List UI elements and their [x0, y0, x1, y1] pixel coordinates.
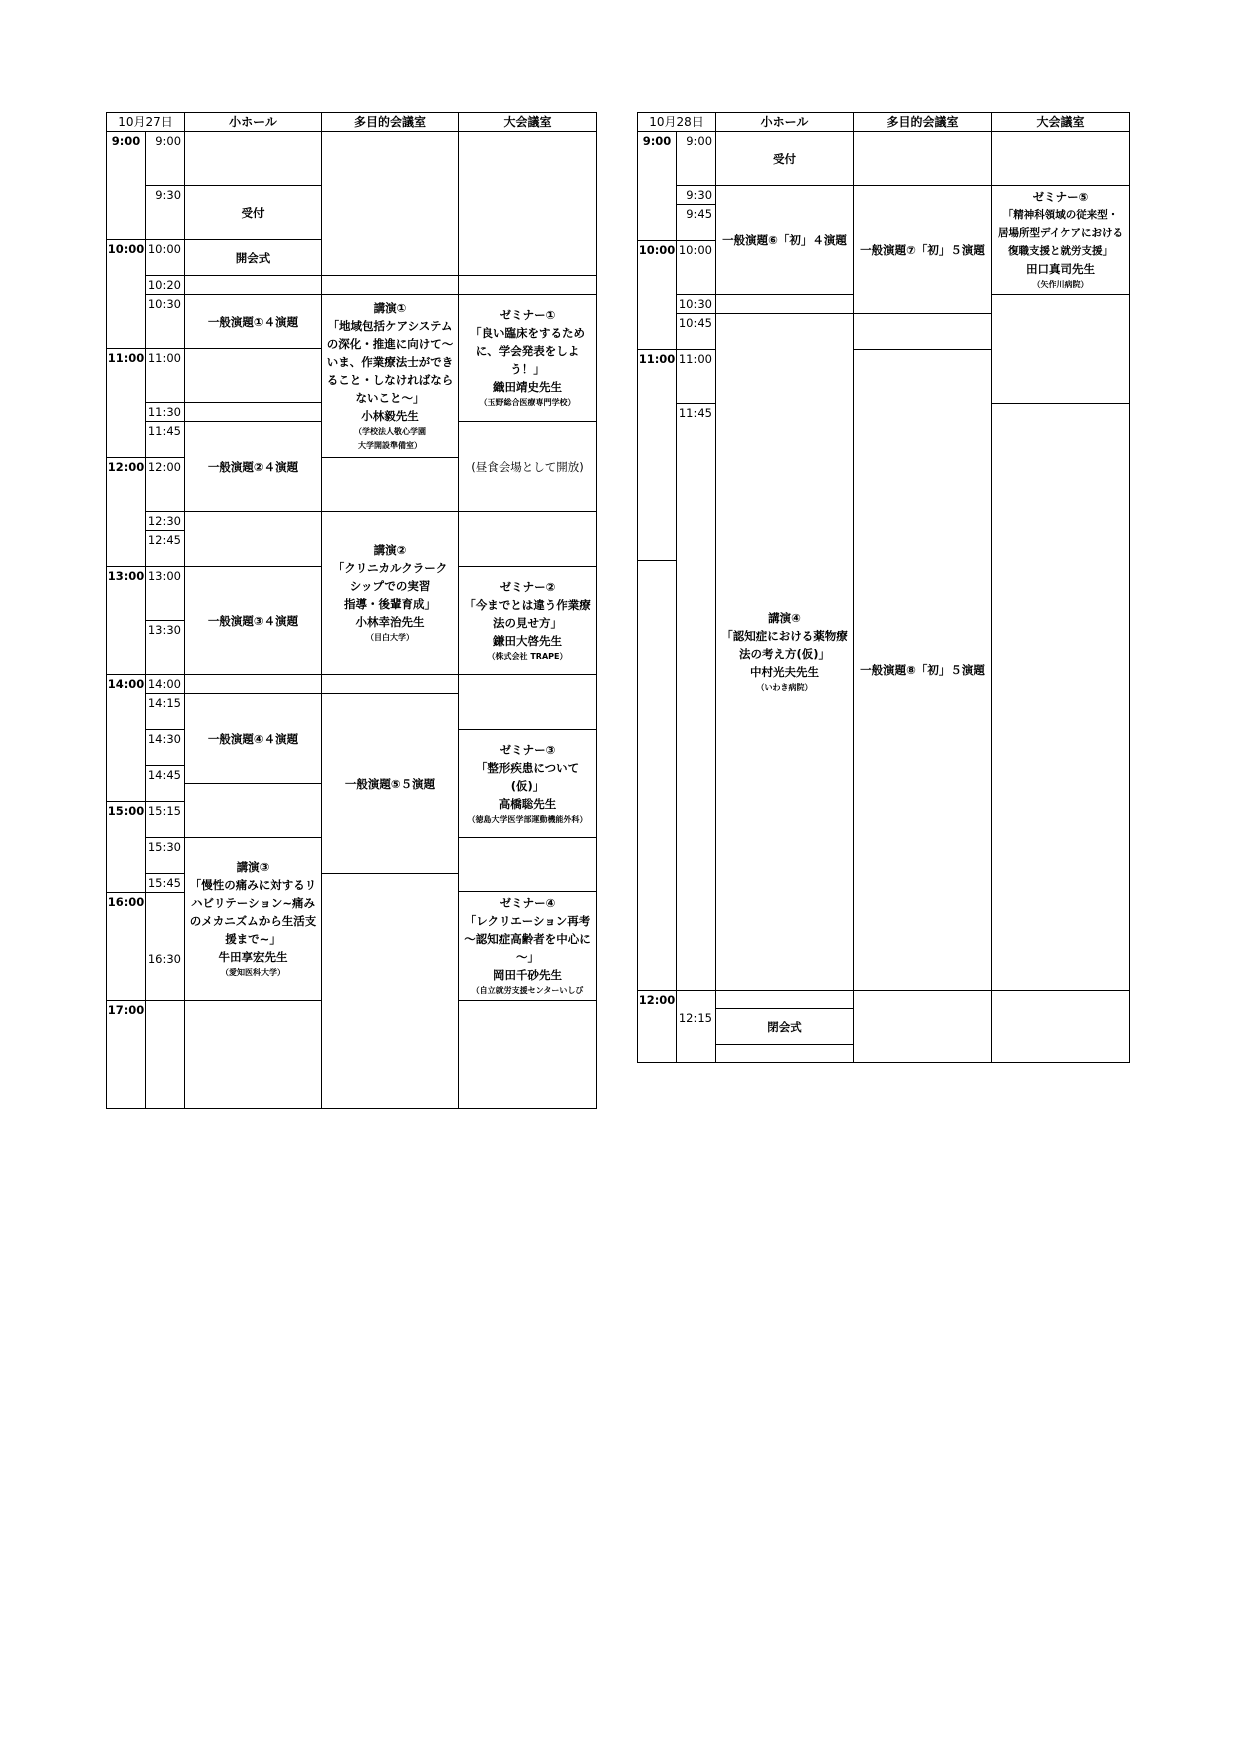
day1-date: 10月27日 — [107, 113, 185, 132]
day1-col-multi-room: 多目的会議室 — [322, 113, 459, 132]
time-label: 12:30 — [146, 512, 185, 531]
time-label: 14:30 — [146, 730, 185, 766]
time-label: 9:30 — [677, 186, 716, 205]
day1-header-row — [107, 113, 597, 132]
time-label: 15:15 — [146, 802, 185, 838]
general-session-3: 一般演題③４演題 — [185, 567, 322, 675]
general-session-6: 一般演題⑥「初」４演題 — [716, 186, 854, 295]
time-label: 11:30 — [146, 403, 185, 422]
seminar3-cell: ゼミナー③ 「整形疾患について (仮)」 高橋聡先生 （徳島大学医学部運動機能外科） — [459, 730, 597, 838]
time-label: 11:00 — [677, 350, 716, 404]
hour-label: 14:00 — [107, 675, 146, 802]
time-label: 10:30 — [146, 295, 185, 349]
hour-label: 15:00 — [107, 802, 146, 893]
hour-label: 11:00 — [107, 349, 146, 458]
day2-col-large-room: 大会議室 — [992, 113, 1130, 132]
general-session-8: 一般演題⑧「初」５演題 — [854, 350, 992, 991]
time-label: 12:00 — [146, 458, 185, 512]
time-label: 9:00 — [677, 132, 716, 186]
general-session-4: 一般演題④４演題 — [185, 694, 322, 784]
lecture2-cell: 講演② 「クリニカルクラーク シップでの実習 指導・後輩育成」 小林幸治先生 （目白大学） — [322, 512, 459, 675]
hour-label: 12:00 — [107, 458, 146, 567]
day2-reception-cell: 受付 — [716, 132, 854, 186]
seminar1-cell: ゼミナー① 「良い臨床をするため に、学会発表をしよ う！」 織田靖史先生 （玉野総合医療専門学校） — [459, 295, 597, 422]
lecture4-cell: 講演④ 「認知症における薬物療 法の考え方(仮)」 中村光夫先生 （いわき病院） — [716, 314, 854, 991]
seminar4-cell: ゼミナー④ 「レクリエーション再考 ～認知症高齢者を中心に ～」 岡田千砂先生 （自立就労支援センターいしび — [459, 892, 597, 1001]
hour-label: 11:00 — [638, 350, 677, 991]
day2-schedule-table — [637, 112, 1130, 1063]
time-label: 14:15 — [146, 694, 185, 730]
lunch-venue-note: (昼食会場として開放) — [459, 422, 597, 512]
time-label: 10:45 — [677, 314, 716, 350]
lecture1-cell: 講演① 「地域包括ケアシステム の深化・推進に向けて～ いま、作業療法士ができ ること・しなければなら ないこと～」 小林毅先生 （学校法人敬心学園 大学開設準備室） — [322, 295, 459, 458]
day1-schedule-table — [106, 112, 597, 1109]
general-session-5: 一般演題⑤５演題 — [322, 694, 459, 874]
time-label: 13:00 — [146, 567, 185, 621]
time-label: 12:15 — [677, 991, 716, 1063]
time-label: 14:45 — [146, 766, 185, 802]
opening-ceremony-cell: 開会式 — [185, 240, 322, 276]
time-label: 11:45 — [677, 404, 716, 991]
closing-ceremony-cell: 閉会式 — [716, 1009, 854, 1045]
day2-header-row — [638, 113, 1130, 132]
time-label: 12:45 — [146, 531, 185, 567]
time-label: 13:30 — [146, 621, 185, 675]
hour-label: 9:00 — [107, 132, 146, 240]
day2-date: 10月28日 — [638, 113, 716, 132]
time-label: 9:00 — [146, 132, 185, 186]
hour-label: 16:00 — [107, 893, 146, 1001]
seminar5-cell: ゼミナー⑤ 「精神科領域の従来型・ 居場所型デイケアにおける 復職支援と就労支援」 田口真司先生 （矢作川病院） — [992, 186, 1130, 295]
hour-label: 9:00 — [638, 132, 677, 241]
time-label: 11:00 — [146, 349, 185, 403]
hour-label: 13:00 — [107, 567, 146, 675]
time-label: 10:00 — [677, 241, 716, 295]
time-label: 16:30 — [146, 893, 185, 1001]
day1-col-small-hall: 小ホール — [185, 113, 322, 132]
time-label: 15:45 — [146, 874, 185, 893]
day1-col-large-room: 大会議室 — [459, 113, 597, 132]
time-label: 15:30 — [146, 838, 185, 874]
time-label: 11:45 — [146, 422, 185, 458]
general-session-1: 一般演題①４演題 — [185, 295, 322, 349]
day2-col-multi-room: 多目的会議室 — [854, 113, 992, 132]
time-label: 10:30 — [677, 295, 716, 314]
time-label: 9:30 — [146, 186, 185, 240]
general-session-2: 一般演題②４演題 — [185, 422, 322, 512]
seminar2-cell: ゼミナー② 「今までとは違う作業療 法の見せ方」 鎌田大啓先生 （株式会社 TRAPE） — [459, 567, 597, 675]
lecture3-cell: 講演③ 「慢性の痛みに対するリ ハビリテーション~痛み のメカニズムから生活支 援まで~」 牛田享宏先生 （愛知医科大学） — [185, 838, 322, 1001]
time-label: 9:45 — [677, 205, 716, 241]
time-label: 10:20 — [146, 276, 185, 295]
time-label: 14:00 — [146, 675, 185, 694]
day2-trailing-box — [637, 525, 677, 561]
hour-label: 12:00 — [638, 991, 677, 1063]
hour-label: 10:00 — [107, 240, 146, 349]
time-label: 10:00 — [146, 240, 185, 276]
hour-label: 10:00 — [638, 241, 677, 350]
reception-cell: 受付 — [185, 186, 322, 240]
general-session-7: 一般演題⑦「初」５演題 — [854, 186, 992, 314]
day2-col-small-hall: 小ホール — [716, 113, 854, 132]
hour-label: 17:00 — [107, 1001, 146, 1109]
